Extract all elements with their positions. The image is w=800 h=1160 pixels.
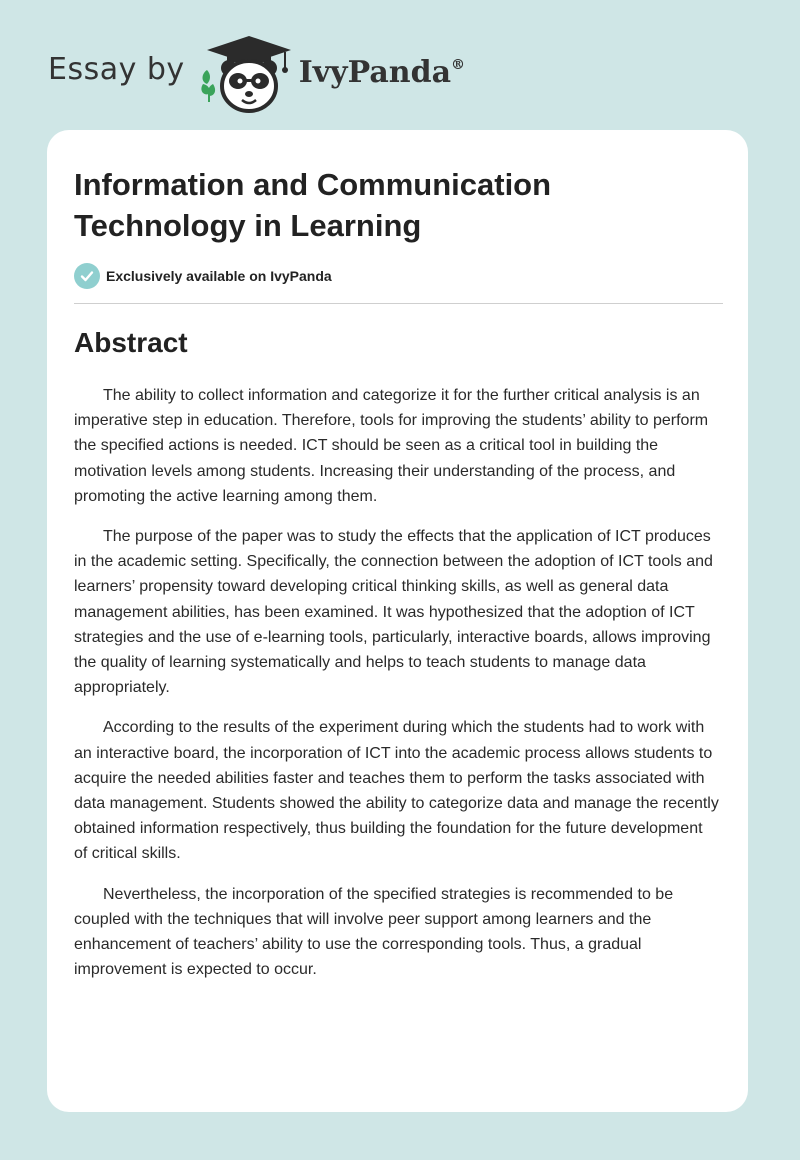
registered-mark: ® xyxy=(451,56,466,73)
abstract-body xyxy=(74,383,719,997)
title-divider xyxy=(74,303,723,304)
brand-text: IvyPanda xyxy=(298,54,452,90)
exclusive-label: Exclusively available on IvyPanda xyxy=(106,268,332,284)
paragraph: The purpose of the paper was to study the effects that the application of ICT produces in the academic setting. Specifically, the connection between the adoption of ICT tools and learners’ propensity toward developing critical thinking skills, as well as general data management abilities, has been examined. It was hypothesized that the adoption of ICT strategies and the use of e-learning tools, particularly, interactive boards, allows improving the quality of learning systematically and helps to teach students to manage data appropriately. xyxy=(74,528,713,697)
page-title: Information and Communication Technology in Learning xyxy=(74,167,552,243)
paragraph: Nevertheless, the incorporation of the specified strategies is recommended to be coupled with the techniques that will involve peer support among learners and the enhancement of teachers’ ability to use the corresponding tools. Thus, a gradual improvement is expected to occur. xyxy=(74,885,674,979)
section-heading-abstract: Abstract xyxy=(74,327,188,358)
panda-graduate-logo-icon[interactable] xyxy=(199,34,295,114)
ivy-leaf-icon xyxy=(201,70,215,102)
paragraph: According to the results of the experiment during which the students had to work with an interactive board, the incorporation of ICT into the academic process allows students to acquire the needed abilities faster and teaches them to perform the tasks associated with data management. Students showed the ability to categorize data and manage the recently obtained information respectively, thus building the foundation for the future development of critical skills. xyxy=(74,719,719,863)
site-header xyxy=(48,34,465,114)
essay-by-label: Essay by xyxy=(48,51,185,87)
brand-name[interactable] xyxy=(299,55,465,90)
check-icon xyxy=(74,263,100,289)
exclusive-badge xyxy=(74,263,332,289)
essay-card xyxy=(47,130,748,1112)
paragraph: The ability to collect information and categorize it for the further critical analysis is an imperative step in education. Therefore, tools for improving the students’ ability to perform the specified actions is needed. ICT should be seen as a critical tool in building the motivation levels among students. Increasing their understanding of the process, and promoting the active learning among them. xyxy=(74,387,709,505)
